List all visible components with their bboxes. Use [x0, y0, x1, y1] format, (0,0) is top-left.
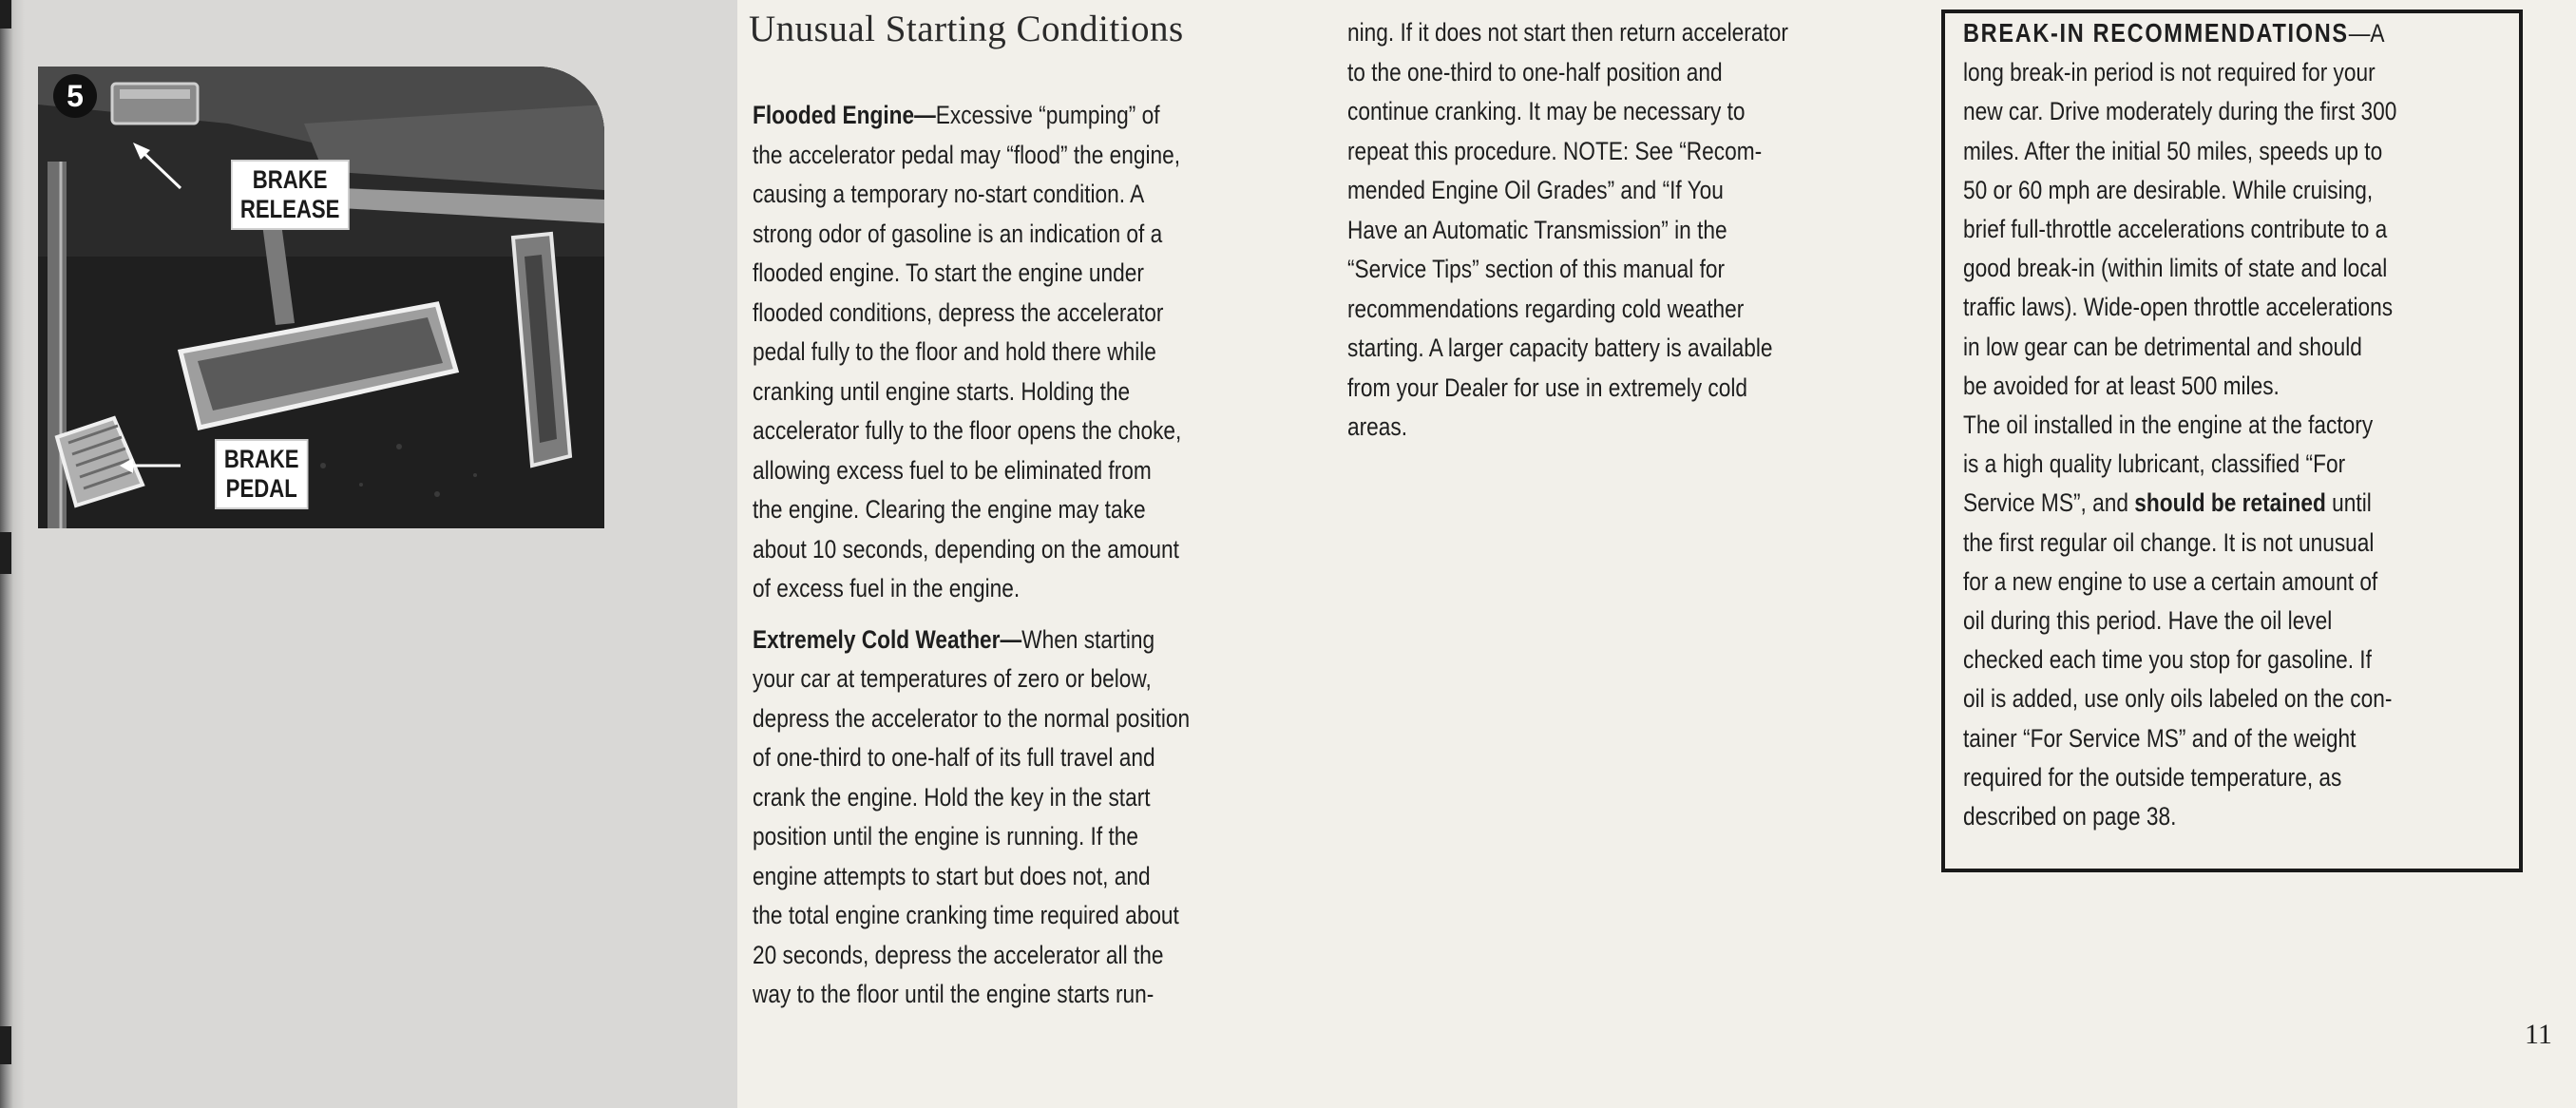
text-line: the total engine cranking time required about: [753, 901, 1179, 929]
text-line: checked each time you stop for gasoline. If: [1963, 645, 2372, 675]
text-column-1: [753, 96, 1279, 1015]
section-heading: Unusual Starting Conditions: [749, 9, 1184, 49]
text-line: oil during this period. Have the oil level: [1963, 606, 2333, 636]
binding-mark: [0, 1026, 11, 1064]
text-line: flooded engine. To start the engine under: [753, 258, 1144, 287]
break-in-box: [1963, 13, 2509, 836]
text-line: engine attempts to start but does not, and: [753, 861, 1151, 890]
text-line: is a high quality lubricant, classified “For: [1963, 449, 2346, 479]
text-line: miles. After the initial 50 miles, speeds up to: [1963, 136, 2383, 165]
callout-line: PEDAL: [225, 474, 297, 503]
text-line: starting. A larger capacity battery is available: [1347, 334, 1773, 362]
text-line: pedal fully to the floor and hold there while: [753, 337, 1156, 366]
text-line: When starting: [1021, 624, 1155, 654]
text-line: new car. Drive moderately during the first 300: [1963, 97, 2397, 126]
text-column-2: [1347, 13, 1879, 448]
binding-mark: [0, 0, 11, 29]
text-line: for a new engine to use a certain amount of: [1963, 566, 2378, 596]
text-line: oil is added, use only oils labeled on the con-: [1963, 684, 2393, 714]
text-line: The oil installed in the engine at the factory: [1963, 411, 2374, 440]
break-in-paragraph: [1963, 13, 2509, 406]
text-line: ning. If it does not start then return accelerator: [1347, 18, 1788, 47]
text-line: repeat this procedure. NOTE: See “Recom-: [1347, 136, 1763, 165]
callout-line: BRAKE: [252, 165, 328, 194]
brake-release-callout: [231, 160, 349, 230]
page-number: 11: [2525, 1019, 2552, 1050]
continuation-paragraph: [1347, 13, 1879, 448]
text-line: 50 or 60 mph are desirable. While cruising,: [1963, 175, 2374, 204]
text-line: crank the engine. Hold the key in the start: [753, 782, 1151, 812]
text-line: way to the floor until the engine starts run-: [753, 980, 1154, 1008]
text-line: continue cranking. It may be necessary to: [1347, 97, 1746, 125]
text-line: traffic laws). Wide-open throttle accelerations: [1963, 293, 2394, 322]
text-line: from your Dealer for use in extremely cold: [1347, 373, 1747, 402]
text-line: long break-in period is not required for your: [1963, 58, 2376, 87]
text-line: tainer “For Service MS” and of the weight: [1963, 723, 2357, 753]
text-line: of one-third to one-half of its full travel and: [753, 743, 1155, 772]
text-line: allowing excess fuel to be eliminated from: [753, 455, 1152, 485]
text-line: about 10 seconds, depending on the amount: [753, 534, 1179, 564]
text-line: in low gear can be detrimental and should: [1963, 332, 2362, 361]
callout-line: RELEASE: [239, 195, 340, 223]
text-line: your car at temperatures of zero or below,: [753, 664, 1152, 693]
text-line: the engine. Clearing the engine may take: [753, 495, 1146, 524]
text-line: mended Engine Oil Grades” and “If You: [1347, 176, 1724, 204]
text-line: be avoided for at least 500 miles.: [1963, 371, 2280, 400]
oil-paragraph: [1963, 406, 2509, 836]
text-line: strong odor of gasoline is an indication of a: [753, 219, 1163, 248]
text-line: until: [2325, 488, 2372, 518]
brake-pedal-photo: [38, 67, 604, 528]
figure-number-badge: 5: [53, 74, 97, 118]
text-line: the accelerator pedal may “flood” the engine,: [753, 140, 1181, 169]
text-line: “Service Tips” section of this manual for: [1347, 255, 1726, 283]
text-line: recommendations regarding cold weather: [1347, 294, 1745, 323]
text-line: the first regular oil change. It is not unusual: [1963, 527, 2375, 557]
text-line: position until the engine is running. If the: [753, 822, 1138, 850]
text-line: Service MS”, and: [1963, 488, 2135, 518]
brake-pedal-callout: [215, 439, 308, 509]
emphasis-text: should be retained: [2134, 488, 2326, 518]
text-line: 20 seconds, depress the accelerator all the: [753, 940, 1164, 969]
text-line: of excess fuel in the engine.: [753, 574, 1021, 602]
text-line: Excessive “pumping” of: [935, 101, 1160, 129]
text-line: described on page 38.: [1963, 802, 2177, 831]
text-line: brief full-throttle accelerations contribute to a: [1963, 215, 2388, 244]
text-line: areas.: [1347, 412, 1408, 441]
binding-mark: [0, 532, 11, 574]
cold-weather-paragraph: [753, 621, 1279, 1015]
callout-line: BRAKE: [223, 445, 299, 473]
text-line: causing a temporary no-start condition. A: [753, 180, 1145, 208]
text-line: to the one-third to one-half position and: [1347, 57, 1723, 86]
break-in-title: BREAK-IN RECOMMENDATIONS: [1963, 18, 2349, 48]
text-line: accelerator fully to the floor opens the choke,: [753, 416, 1182, 445]
text-line: flooded conditions, depress the accelerator: [753, 297, 1164, 327]
flooded-engine-paragraph: [753, 96, 1279, 609]
cold-weather-title: Extremely Cold Weather—: [753, 624, 1022, 654]
text-line: good break-in (within limits of state and local: [1963, 254, 2388, 283]
break-in-title-dash: —A: [2348, 19, 2385, 48]
text-line: depress the accelerator to the normal position: [753, 703, 1191, 733]
flooded-engine-title: Flooded Engine—: [753, 101, 936, 129]
text-line: cranking until engine starts. Holding the: [753, 376, 1131, 406]
text-line: Have an Automatic Transmission” in the: [1347, 215, 1727, 244]
text-line: required for the outside temperature, as: [1963, 762, 2342, 792]
